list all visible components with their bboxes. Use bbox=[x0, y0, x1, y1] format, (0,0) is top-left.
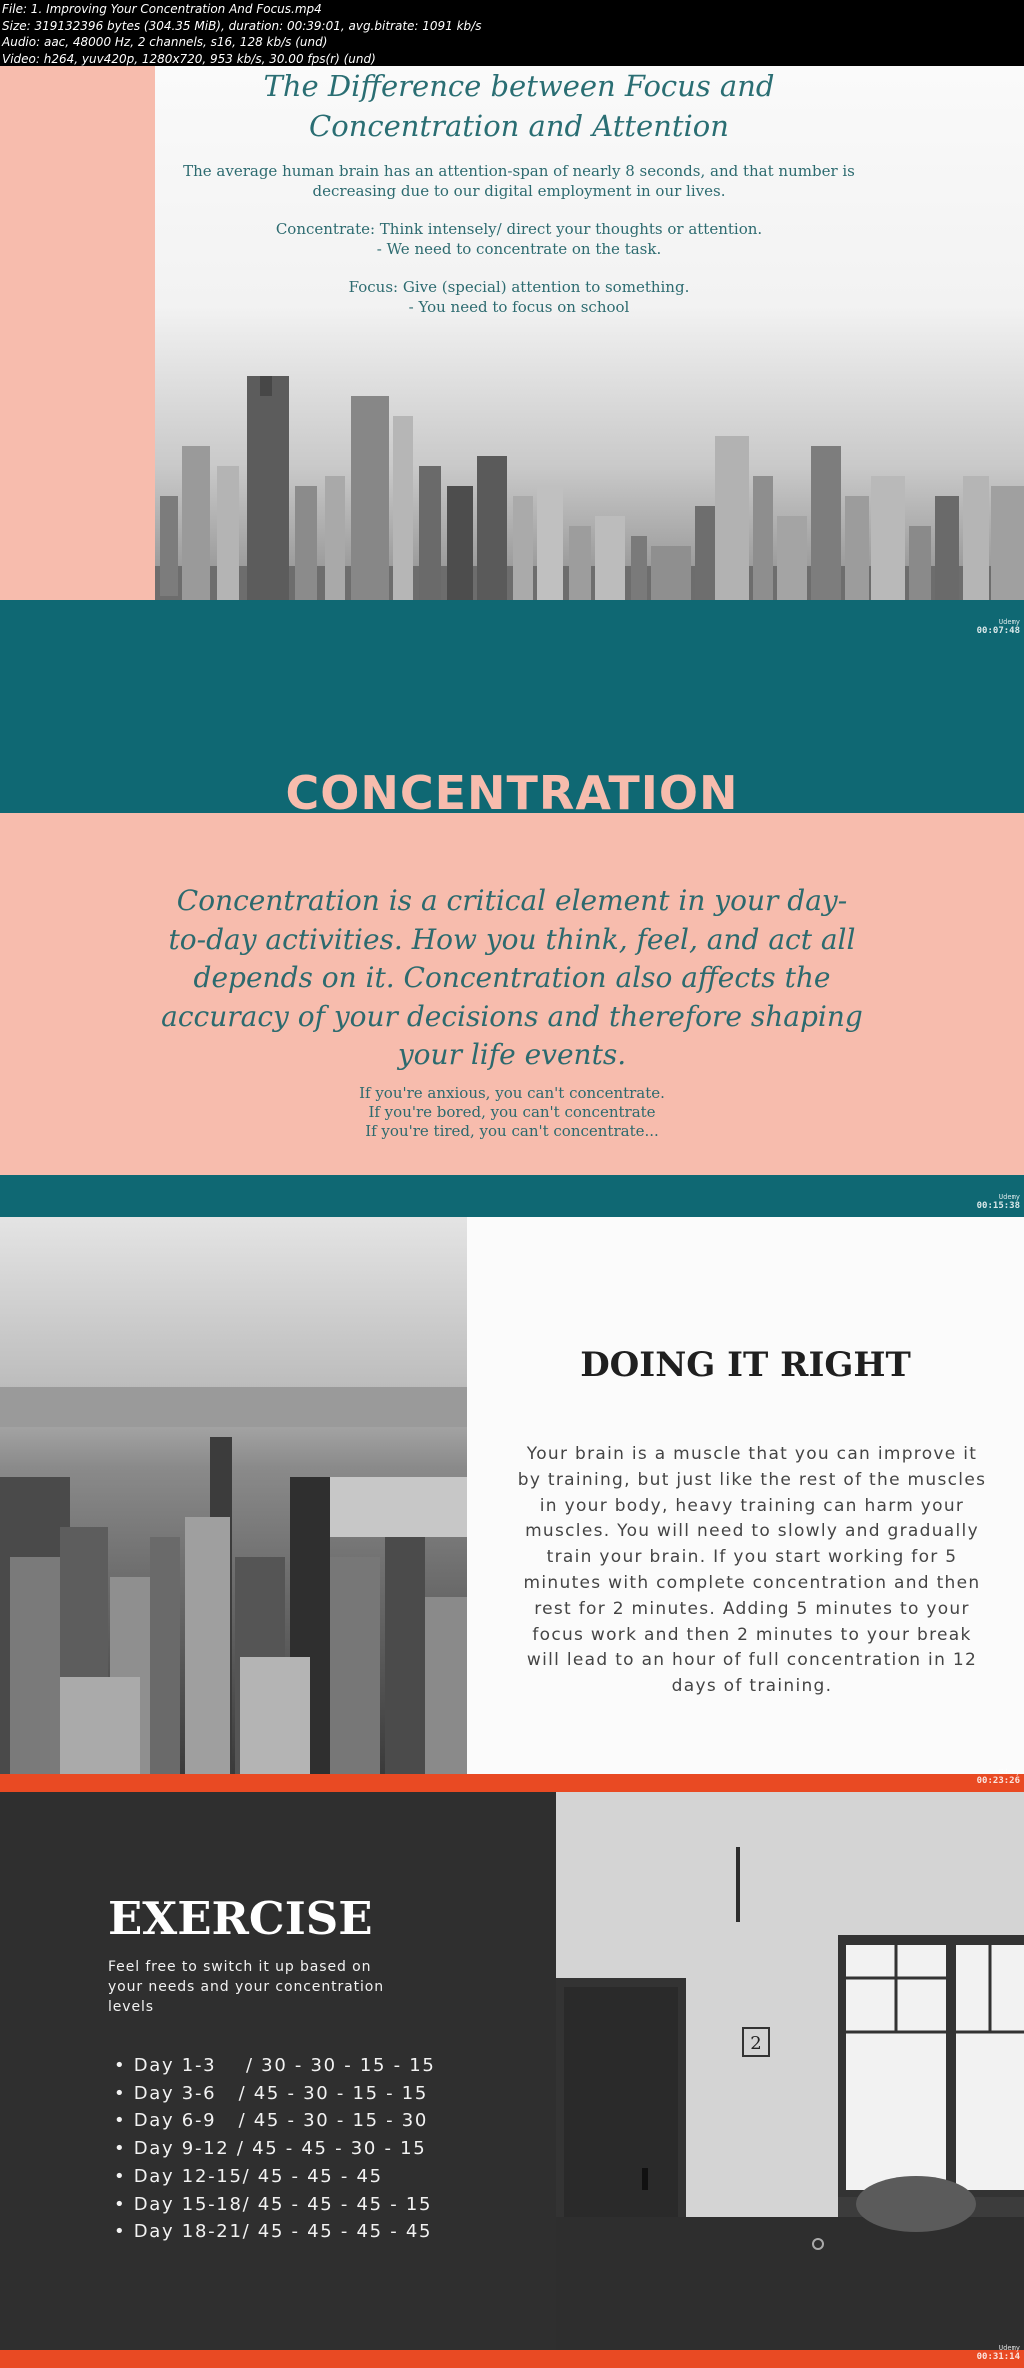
list-item: • Day 18-21/ 45 - 45 - 45 - 45 bbox=[114, 2221, 433, 2243]
slide-body bbox=[155, 162, 883, 336]
aerial-city-image bbox=[0, 1217, 467, 1774]
list-item: • Day 9-12 / 45 - 45 - 30 - 15 bbox=[114, 2138, 427, 2160]
teal-footer-band bbox=[0, 600, 1024, 642]
udemy-watermark: Udemy bbox=[998, 1768, 1020, 1776]
timestamp-text: 00:31:14 bbox=[976, 2352, 1020, 2362]
slide-lines bbox=[0, 1084, 1024, 1141]
list-item: • Day 12-15/ 45 - 45 - 45 bbox=[114, 2165, 383, 2187]
video-frame-1 bbox=[0, 66, 1024, 642]
timestamp bbox=[977, 1193, 1020, 1211]
timestamp-text: 00:23:26 bbox=[976, 1776, 1020, 1786]
video-frame-2 bbox=[0, 642, 1024, 1217]
file-info-line: Video: h264, yuv420p, 1280x720, 953 kb/s, 30.00 fps(r) (und) bbox=[2, 51, 376, 66]
timestamp-text: 00:07:48 bbox=[976, 626, 1020, 636]
udemy-watermark: Udemy bbox=[998, 1193, 1020, 1201]
file-info-line: File: 1. Improving Your Concentration And Focus.mp4 bbox=[2, 2, 322, 16]
file-info-line: Audio: aac, 48000 Hz, 2 channels, s16, 128 kb/s (und) bbox=[2, 35, 328, 49]
file-info bbox=[0, 0, 1024, 66]
list-item: • Day 15-18/ 45 - 45 - 45 - 15 bbox=[114, 2193, 433, 2215]
list-item: • Day 6-9 / 45 - 30 - 15 - 30 bbox=[114, 2110, 429, 2132]
timestamp bbox=[977, 2344, 1020, 2362]
slide-subtitle: Feel free to switch it up based on your needs and your concentration levels bbox=[108, 1959, 385, 2015]
slide-heading: CONCENTRATION bbox=[285, 766, 739, 813]
slide-paragraph: - You need to focus on school bbox=[408, 297, 630, 316]
video-frame-4 bbox=[0, 1792, 1024, 2368]
list-item: • Day 1-3 / 30 - 30 - 15 - 15 bbox=[114, 2055, 436, 2076]
slide-paragraph: - We need to concentrate on the task. bbox=[376, 239, 662, 258]
slide-line: If you're bored, you can't concentrate bbox=[368, 1103, 656, 1121]
timestamp-text: 00:15:38 bbox=[976, 1201, 1020, 1211]
timestamp bbox=[977, 618, 1020, 636]
video-frame-3 bbox=[0, 1217, 1024, 1792]
city-skyline-image bbox=[155, 376, 1024, 600]
timestamp bbox=[977, 1768, 1020, 1786]
orange-footer-band bbox=[0, 2350, 1024, 2368]
udemy-watermark: Udemy bbox=[998, 2344, 1020, 2352]
slide-heading: EXERCISE bbox=[108, 1892, 373, 1945]
slide-heading: DOING IT RIGHT bbox=[580, 1345, 911, 1385]
orange-footer-band bbox=[0, 1774, 1024, 1792]
slide-paragraph: The average human brain has an attention-span of nearly 8 seconds, and that number is decreasing due to our digital employment in our lives. bbox=[183, 162, 855, 200]
slide-line: If you're anxious, you can't concentrate. bbox=[359, 1084, 665, 1102]
exercise-list bbox=[114, 2052, 436, 2246]
slide-paragraph: Your brain is a muscle that you can improve it by training, but just like the rest of the muscles in your body, heavy training can harm your muscles. You will need to slowly and gradually train your brain. If you start working for 5 minutes with complete concentration and then rest for 2 minutes. Adding 5 minutes to your focus work and then 2 minutes to your break will lead to an hour of full concentration in 12 days of training. bbox=[517, 1444, 987, 1697]
salmon-sidebar bbox=[0, 66, 155, 600]
slide-paragraph: Concentrate: Think intensely/ direct your thoughts or attention. bbox=[275, 220, 763, 238]
udemy-watermark: Udemy bbox=[998, 618, 1020, 626]
slide-line: If you're tired, you can't concentrate... bbox=[365, 1122, 659, 1140]
door-number: 2 bbox=[750, 2033, 762, 2054]
slide-paragraph: Focus: Give (special) attention to something. bbox=[348, 278, 690, 296]
building-door-image bbox=[556, 1792, 1024, 2350]
list-item: • Day 3-6 / 45 - 30 - 15 - 15 bbox=[114, 2082, 429, 2104]
file-info-line: Size: 319132396 bytes (304.35 MiB), duration: 00:39:01, avg.bitrate: 1091 kb/s bbox=[2, 18, 482, 33]
slide-quote: Concentration is a critical element in your day-to-day activities. How you think, feel, and act all depends on it. Concentration also affects the accuracy of your decisions and therefore shaping your life events. bbox=[161, 884, 863, 1071]
slide-title: The Difference between Focus and Concentration and Attention bbox=[263, 69, 775, 143]
